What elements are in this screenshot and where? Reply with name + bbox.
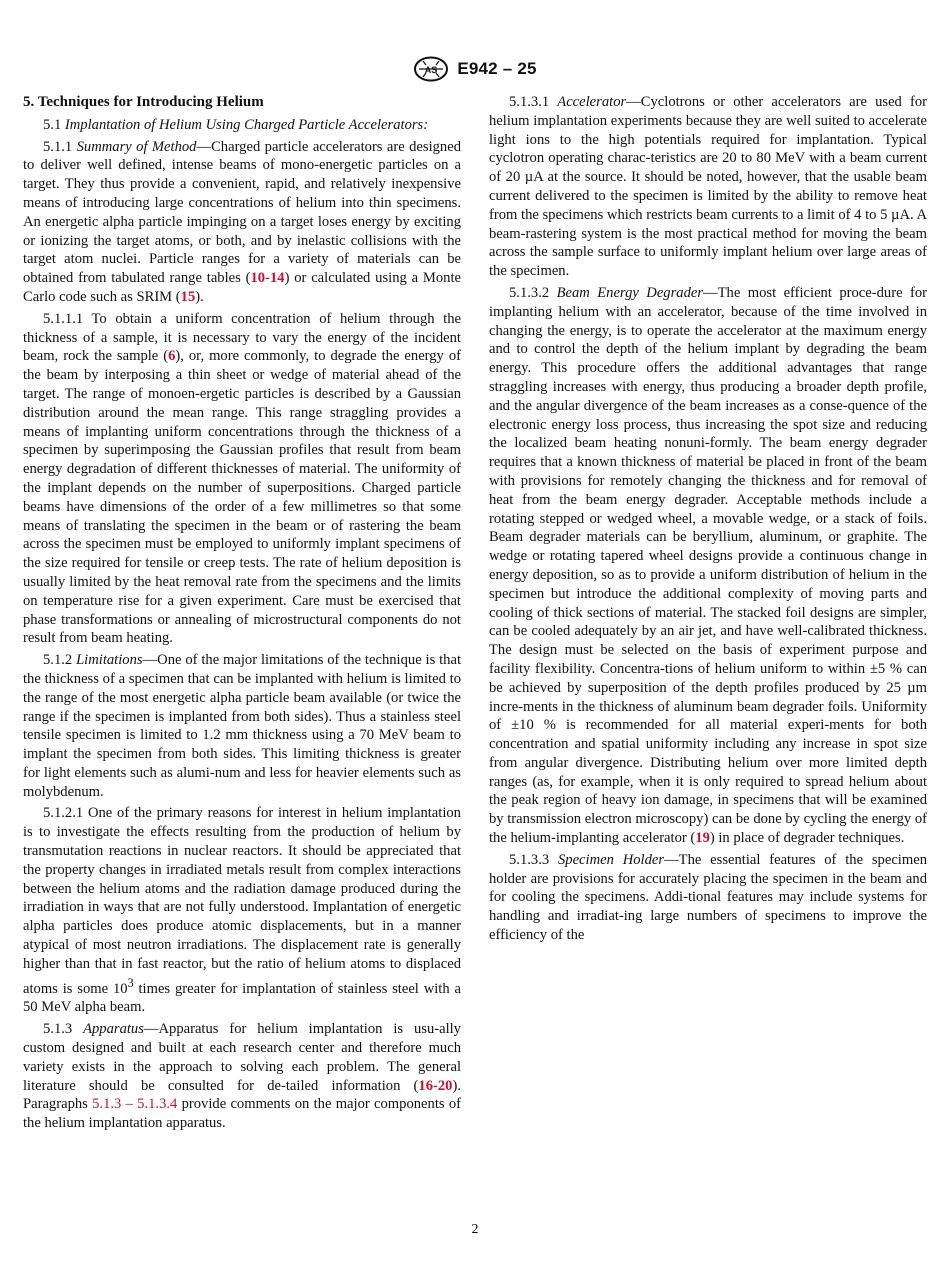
- left-column: [23, 93, 461, 1136]
- paragraph-5-1-1: 5.1.1 Summary of Method—Charged particle accelerators are designed to deliver well defined, intense beams of mono-energetic particles on a target. They thus provide a convenient, rapid, and relatively inexpensive means of introducing large concentrations of helium into thin specimens. An energetic alpha particle impinging on a target loses energy by exciting or ionizing the target atoms, or both, and by inelastic collisions with the target atom nuclei. Particle ranges for a variety of materials can be obtained from tabulated range tables (10-14) or calculated using a Monte Carlo code such as SRIM (15).: [23, 138, 461, 305]
- page-header: [0, 56, 950, 82]
- right-column: [489, 93, 927, 948]
- paragraph-5-1-2: 5.1.2 Limitations—One of the major limitations of the technique is that the thickness of a specimen that can be implanted with helium is limited to the range of the most energetic alpha particle beam available (or twice the range if the specimen is implanted from both sides). Thus a stainless steel tensile specimen is limited to 1.2 mm thickness using a 70 MeV beam to implant the specimen from both sides. This limiting thickness is greater for light elements such as alumi-num and less for heavier elements such as molybdenum.: [23, 652, 462, 800]
- reference-link[interactable]: 6: [168, 348, 176, 365]
- paragraph-5-1-3-1: 5.1.3.1 Accelerator—Cyclotrons or other accelerators are used for helium implantation experiments because they are well suited to accelerate light ions to the high potentials required for implantation. Typical cyclotron operating charac-teristics are 20 to 80 MeV with a beam current of 20 µA at the source. It should be noted, however, that the usable beam current delivered to the specimen is limited by the ability to remove heat from the specimens which restricts beam currents to a limit of 4 to 5 µA. A beam-rastering system is the most practical method for moving the beam across the sample surface to uniformly implant helium over large areas of the specimen.: [489, 94, 928, 280]
- section-heading: 5. Techniques for Introducing Helium: [23, 94, 264, 110]
- paragraph-5-1-3-2: 5.1.3.2 Beam Energy Degrader—The most efficient proce-dure for implanting helium with an accelerator, because of the time involved in changing the energy, is to operate the accelerator at the maximum energy and to control the depth of the helium implant by degrading the beam energy. This procedure offers the additional advantages that range straggling increases with energy, thus producing a broader depth profile, and the angular divergence of the beam increases as a conse-quence of the electronic energy loss process, thus increasing the spot size and reducing the localized beam heating nonuni-formly. The beam energy degrader requires that a known thickness of material be placed in front of the beam with provisions for remotely changing the thickness and for removal of heat from the beam energy degrader. Acceptable methods include a rotating stepped or wedged wheel, a movable wedge, or a stack of foils. Beam degrader materials can be beryllium, aluminum, or graphite. The wedge or rotating tapered wheel designs provide a continuous change in energy deposition, so as to provide a uniform distribution of helium in the specimen but introduce the additional complexity of moving parts and cooling of thick sections of material. The stacked foil designs are simpler, can be cooled adequately by an air jet, and have well-calibrated thickness. The design must be selected on the basis of experiment purpose and facility flexibility. Concentra-tions of helium uniform to within ±5 % can be achieved by superposition of the depth profiles produced by 25 µm incre-ments in the thickness of aluminum beam degrader foils. Uniformity of ±10 % is recommended for all material experi-ments for both concentration and spatial uniformity including any increase in spot size from angular divergence. Distributing helium over more limited depth ranges (as, for example, when it is only required to spread helium about the peak region of heavy ion damage, in specimens that will be examined by transmission electron microscopy) can be done by cycling the energy of the helium-implanting accelerator (19) in place of degrader techniques.: [489, 284, 927, 847]
- reference-link[interactable]: 19: [695, 830, 710, 847]
- reference-link[interactable]: 10-14: [250, 270, 285, 287]
- astm-logo-icon: [413, 56, 449, 82]
- paragraph-5-1: 5.1 Implantation of Helium Using Charged Particle Accelerators:: [43, 116, 429, 133]
- paragraph-5-1-1-1: 5.1.1.1 To obtain a uniform concentration of helium through the thickness of a sample, it is necessary to vary the energy of the incident beam, rock the sample (6), or, more commonly, to degrade the energy of the beam by interposing a thin sheet or wedge of material ahead of the target. The range of monoen-ergetic particles is described by a Gaussian distribution around the mean range. This range straggling provides a means of implanting uniform concentrations through the thickness of a specimen by superimposing the Gaussian profiles that result from beam energy degradation of different thicknesses of material. The uniformity of the implant depends on the number of superpositions. Charged particle beams have dimensions of the order of a few millimetres so that some means of translating the specimen in the beam or of rastering the beam across the specimen must be employed to uniformly implant specimens of the size required for tensile or creep tests. The rate of helium deposition is usually limited by the heat removal rate from the specimens and the limits on temperature rise for a given experiment. Care must be exercised that phase transformations or annealing of microstructural components do not result from beam heating.: [23, 310, 462, 647]
- section-cross-reference-link[interactable]: 5.1.3 – 5.1.3.4: [92, 1096, 178, 1113]
- standard-designation: E942 – 25: [457, 59, 537, 78]
- reference-link[interactable]: 16-20: [418, 1077, 453, 1094]
- paragraph-5-1-3: 5.1.3 Apparatus—Apparatus for helium implantation is usu-ally custom designed and built at each research center and therefore much variety exists in the approach to solving each problem. The general literature should be consulted for de-tailed information (16-20). Paragraphs 5.1.3 – 5.1.3.4 provide comments on the major components of the helium implantation apparatus.: [23, 1021, 461, 1132]
- paragraph-5-1-3-3: 5.1.3.3 Specimen Holder—The essential features of the specimen holder are provisions for accurately placing the specimen in the beam and for cooling the specimens. Addi-tional features may include systems for handling and irradiat-ing large numbers of specimens to improve the efficiency of the: [489, 851, 927, 944]
- svg-text:AS: AS: [425, 65, 438, 75]
- paragraph-5-1-2-1: 5.1.2.1 One of the primary reasons for interest in helium implantation is to investigate the effects resulting from the production of helium by transmutation reactions in nuclear reactors. It should be appreciated that the property changes in irradiated metals result from complex interactions between the helium atoms and the radiation damage produced during the irradiation in ways that are not fully understood. Implantation of energetic alpha particles does produce atomic displacements, but in a manner atypical of most neutron irradiations. The displacement rate is generally higher than that in fast reactor, but the ratio of helium atoms to displaced atoms is some $10^3$ times greater for implantation of stainless steel with a 50 MeV alpha beam.: [23, 805, 461, 1016]
- reference-link[interactable]: 15: [180, 288, 196, 305]
- page-number: 2: [471, 1222, 479, 1237]
